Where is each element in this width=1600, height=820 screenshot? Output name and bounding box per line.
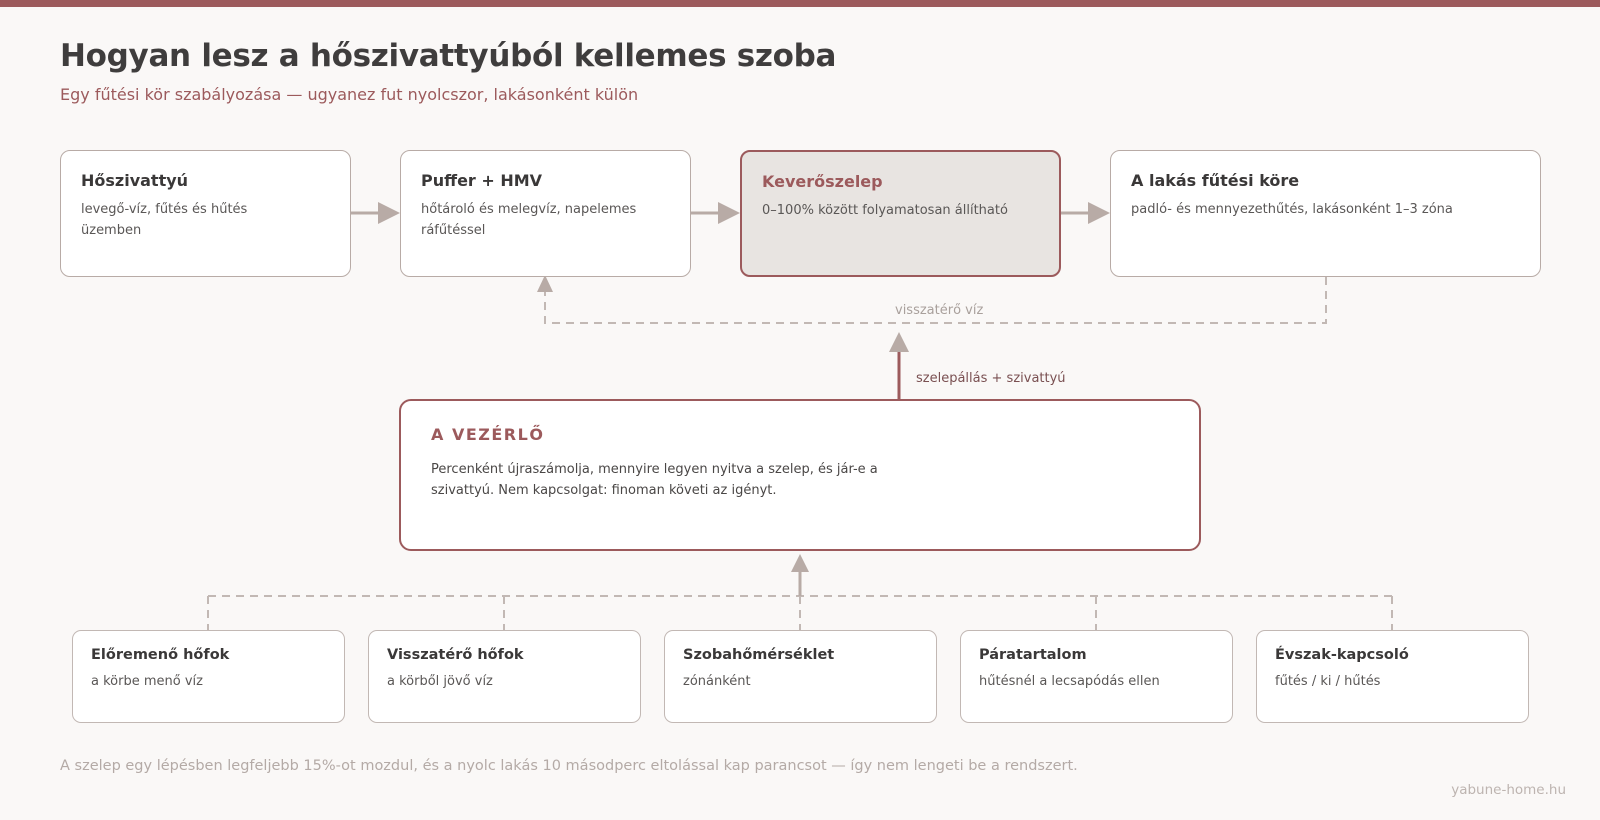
sensor-title: Előremenő hőfok (91, 647, 230, 663)
controller-box (399, 399, 1201, 551)
heat-pump-desc: levegő-víz, fűtés és hűtés üzemben (81, 202, 248, 238)
controller-title: A VEZÉRLŐ (431, 425, 545, 444)
mixing-valve-desc: 0–100% között folyamatosan állítható (762, 203, 1008, 218)
sensor-desc: a körből jövő víz (387, 674, 493, 689)
sensor-bus (208, 596, 1392, 630)
sensor-desc: fűtés / ki / hűtés (1275, 674, 1381, 689)
heat-pump-box (60, 150, 351, 277)
heating-circuit-box (1110, 150, 1541, 277)
heat-pump-title: Hőszivattyú (81, 171, 189, 190)
sensor-desc: hűtésnél a lecsapódás ellen (979, 674, 1160, 689)
buffer-desc: hőtároló és melegvíz, napelemes ráfűtéssel (421, 202, 637, 238)
page-subtitle: Egy fűtési kör szabályozása — ugyanez fut nyolcszor, lakásonként külön (60, 85, 639, 104)
return-water-arrowhead (537, 275, 553, 292)
brand-link[interactable]: yabune-home.hu (1451, 782, 1566, 798)
buffer-box (400, 150, 691, 277)
mixing-valve-box (740, 150, 1061, 277)
mixing-valve-title: Keverőszelep (762, 172, 883, 191)
sensor-return-temp (368, 630, 641, 723)
sensor-supply-temp (72, 630, 345, 723)
sensor-title: Évszak-kapcsoló (1275, 647, 1409, 663)
sensor-desc: zónánként (683, 674, 751, 689)
heating-circuit-title: A lakás fűtési köre (1131, 171, 1300, 190)
signal-label: szelepállás + szivattyú (916, 371, 1066, 386)
controller-desc: Percenként újraszámolja, mennyire legyen nyitva a szelep, és jár-e a szivattyú. Nem kapcsolgat: finoman követi az igényt. (431, 462, 878, 498)
footnote: A szelep egy lépésben legfeljebb 15%-ot mozdul, és a nyolc lakás 10 másodperc eltolással kap parancsot — így nem lengeti be a rendszert. (60, 758, 1078, 774)
sensor-room-temp (664, 630, 937, 723)
signal-arrowhead (889, 332, 909, 352)
sensor-humidity (960, 630, 1233, 723)
sensor-title: Páratartalom (979, 647, 1087, 663)
sensor-title: Szobahőmérséklet (683, 647, 835, 663)
sensor-season-switch (1256, 630, 1529, 723)
sensor-title: Visszatérő hőfok (387, 647, 524, 663)
page-title: Hogyan lesz a hőszivattyúból kellemes szoba (60, 38, 837, 74)
return-water-label: visszatérő víz (895, 303, 984, 318)
sensor-to-controller-arrowhead (791, 554, 809, 572)
sensor-desc: a körbe menő víz (91, 674, 203, 689)
heating-circuit-desc: padló- és mennyezethűtés, lakásonként 1–3 zóna (1131, 202, 1453, 217)
buffer-title: Puffer + HMV (421, 171, 543, 190)
